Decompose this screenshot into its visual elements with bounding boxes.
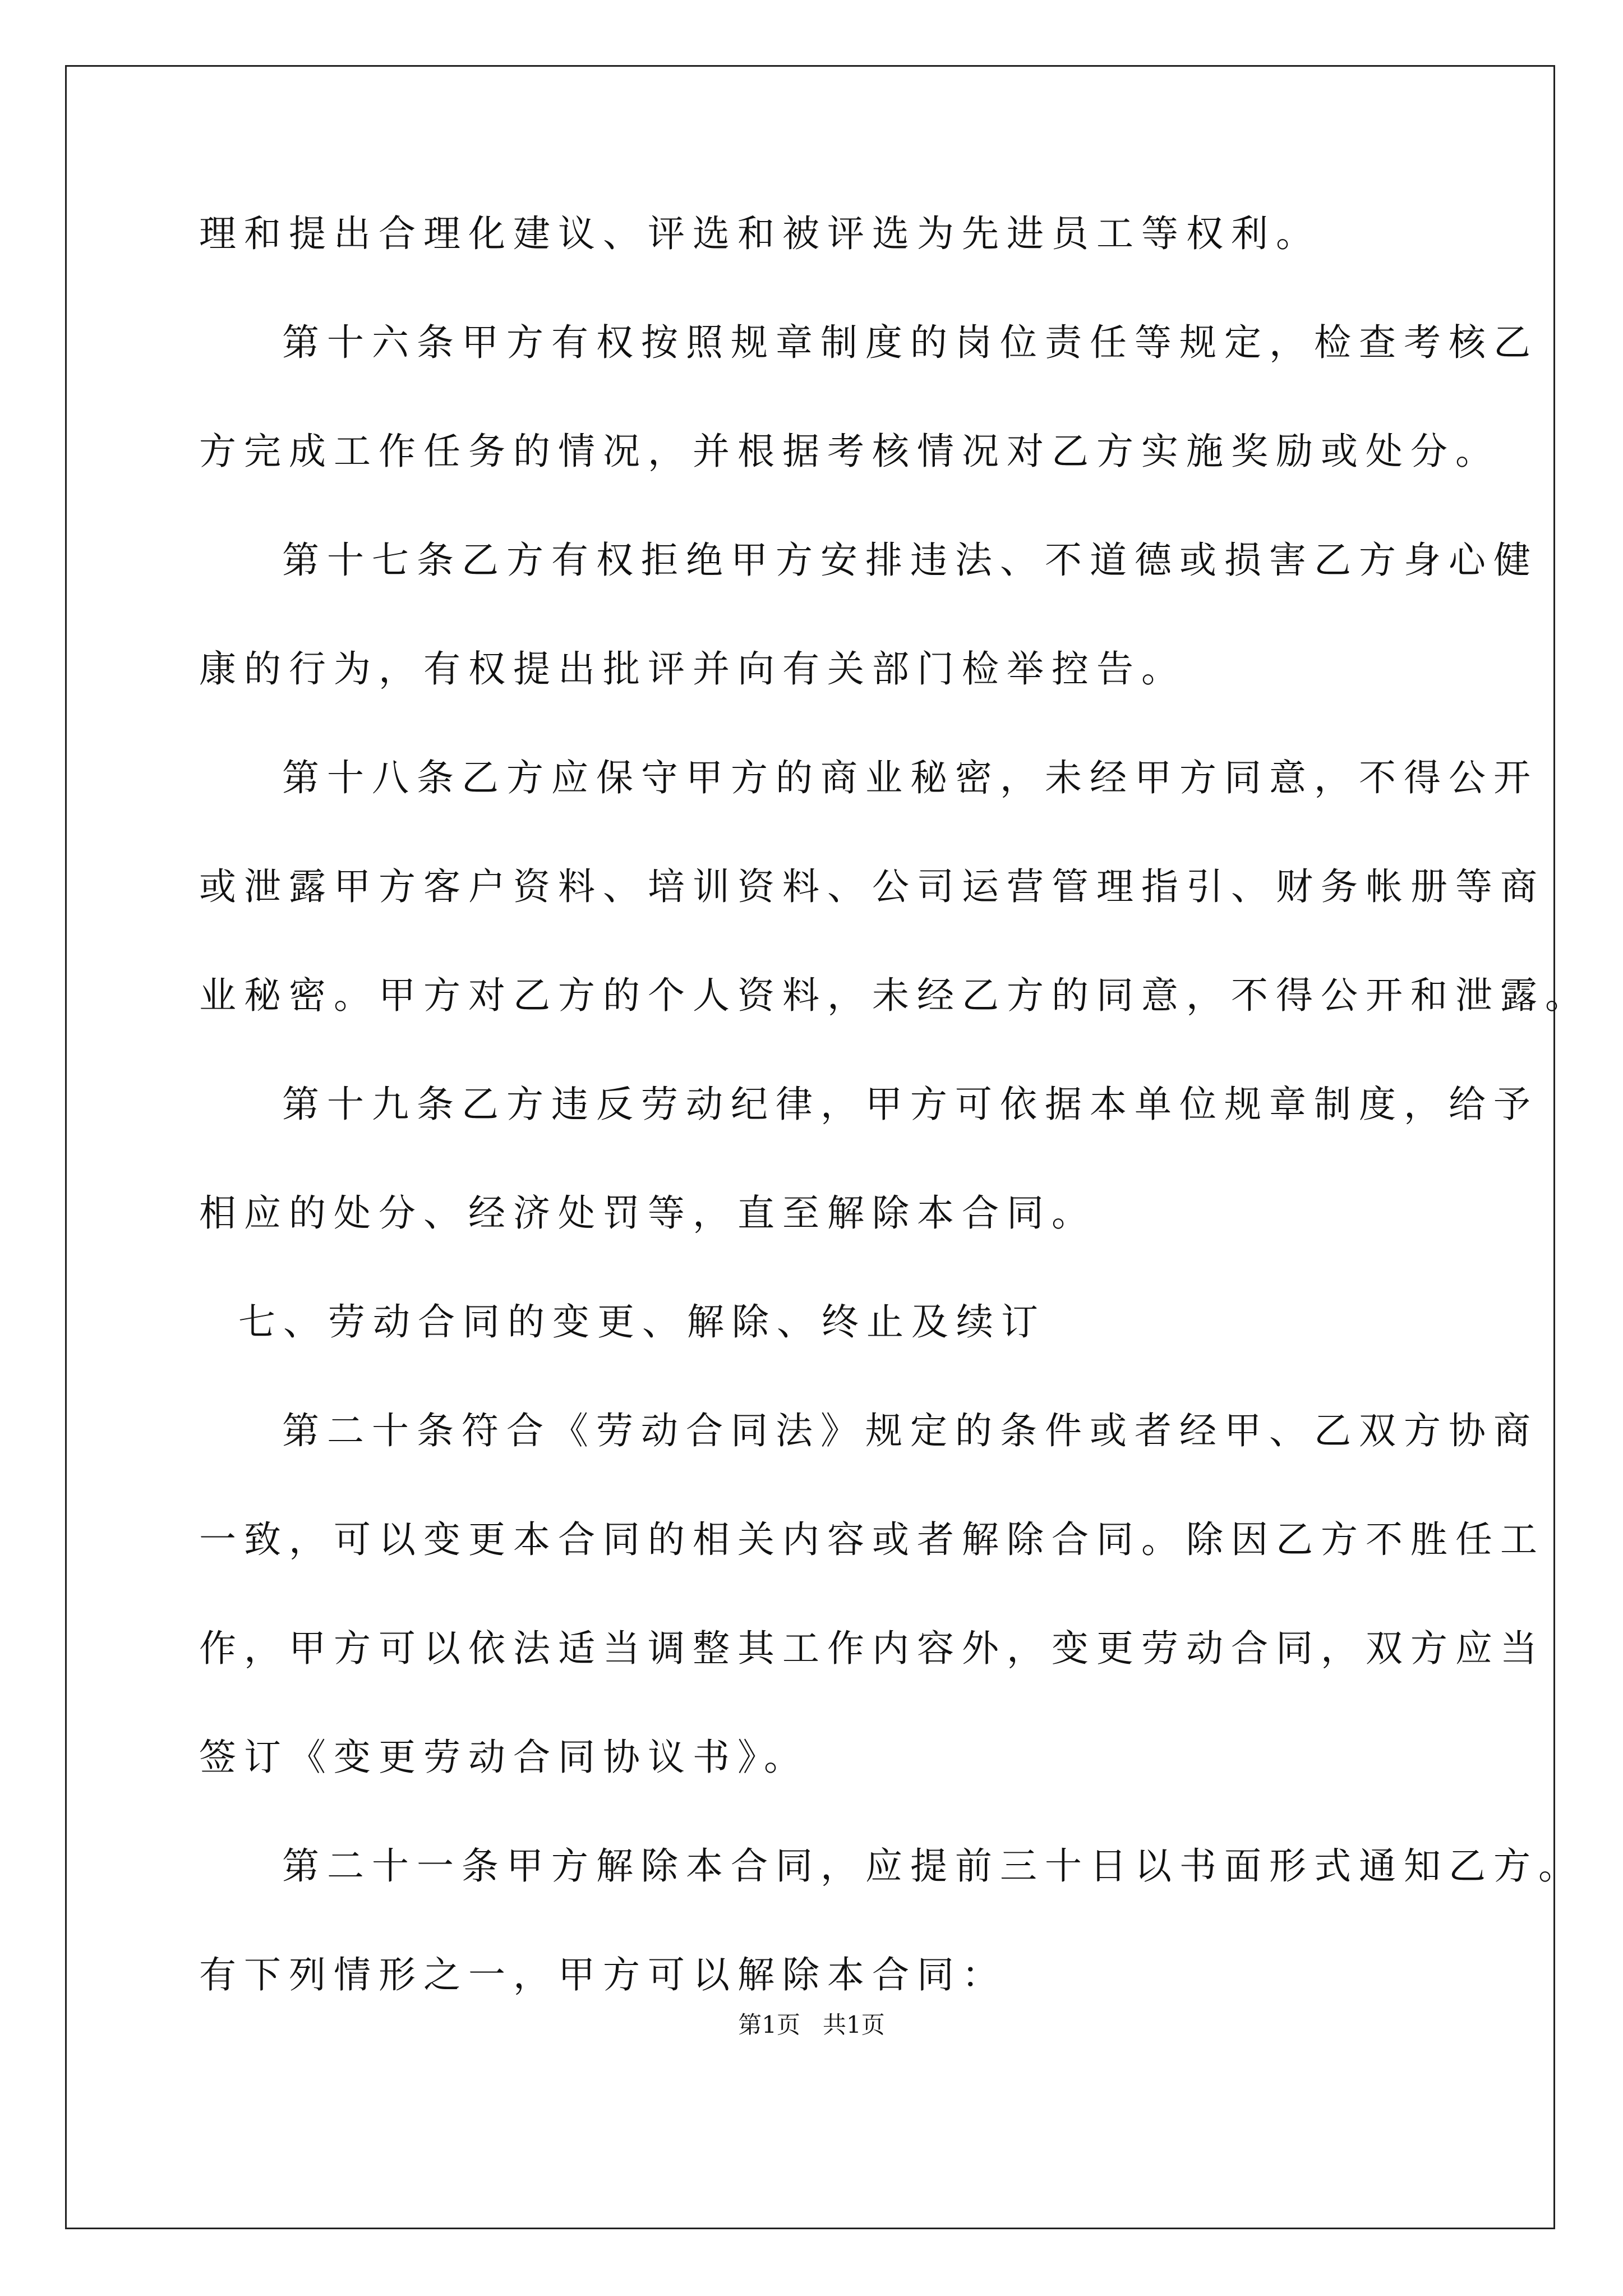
- article-18-line-2: 或泄露甲方客户资料、培训资料、公司运营管理指引、财务帐册等商: [199, 865, 1545, 908]
- article-16-line-1: 第十六条甲方有权按照规章制度的岗位责任等规定，检查考核乙: [282, 321, 1538, 364]
- article-20-line-2: 一致，可以变更本合同的相关内容或者解除合同。除因乙方不胜任工: [199, 1518, 1545, 1561]
- article-19-line-2: 相应的处分、经济处罚等，直至解除本合同。: [199, 1191, 1096, 1235]
- section-heading: 七、劳动合同的变更、解除、终止及续订: [238, 1300, 1046, 1343]
- article-18-line-1: 第十八条乙方应保守甲方的商业秘密，未经甲方同意，不得公开: [282, 756, 1538, 799]
- article-18-line-3: 业秘密。甲方对乙方的个人资料，未经乙方的同意，不得公开和泄露。: [199, 974, 1590, 1017]
- text-line: 理和提出合理化建议、评选和被评选为先进员工等权利。: [199, 212, 1321, 255]
- article-21-line-2: 有下列情形之一，甲方可以解除本合同：: [199, 1953, 1007, 1996]
- article-19-line-1: 第十九条乙方违反劳动纪律，甲方可依据本单位规章制度，给予: [282, 1083, 1538, 1126]
- article-20-line-4: 签订《变更劳动合同协议书》。: [199, 1736, 809, 1779]
- article-17-line-2: 康的行为，有权提出批评并向有关部门检举控告。: [199, 647, 1186, 691]
- article-20-line-3: 作，甲方可以依法适当调整其工作内容外，变更劳动合同，双方应当: [199, 1627, 1545, 1670]
- article-16-line-2: 方完成工作任务的情况，并根据考核情况对乙方实施奖励或处分。: [199, 430, 1500, 473]
- page-border: [65, 65, 1555, 2229]
- article-21-line-1: 第二十一条甲方解除本合同，应提前三十日以书面形式通知乙方。: [282, 1844, 1583, 1888]
- article-20-line-1: 第二十条符合《劳动合同法》规定的条件或者经甲、乙双方协商: [282, 1409, 1538, 1452]
- page-footer: 第1页 共1页: [738, 2011, 885, 2039]
- article-17-line-1: 第十七条乙方有权拒绝甲方安排违法、不道德或损害乙方身心健: [282, 539, 1538, 582]
